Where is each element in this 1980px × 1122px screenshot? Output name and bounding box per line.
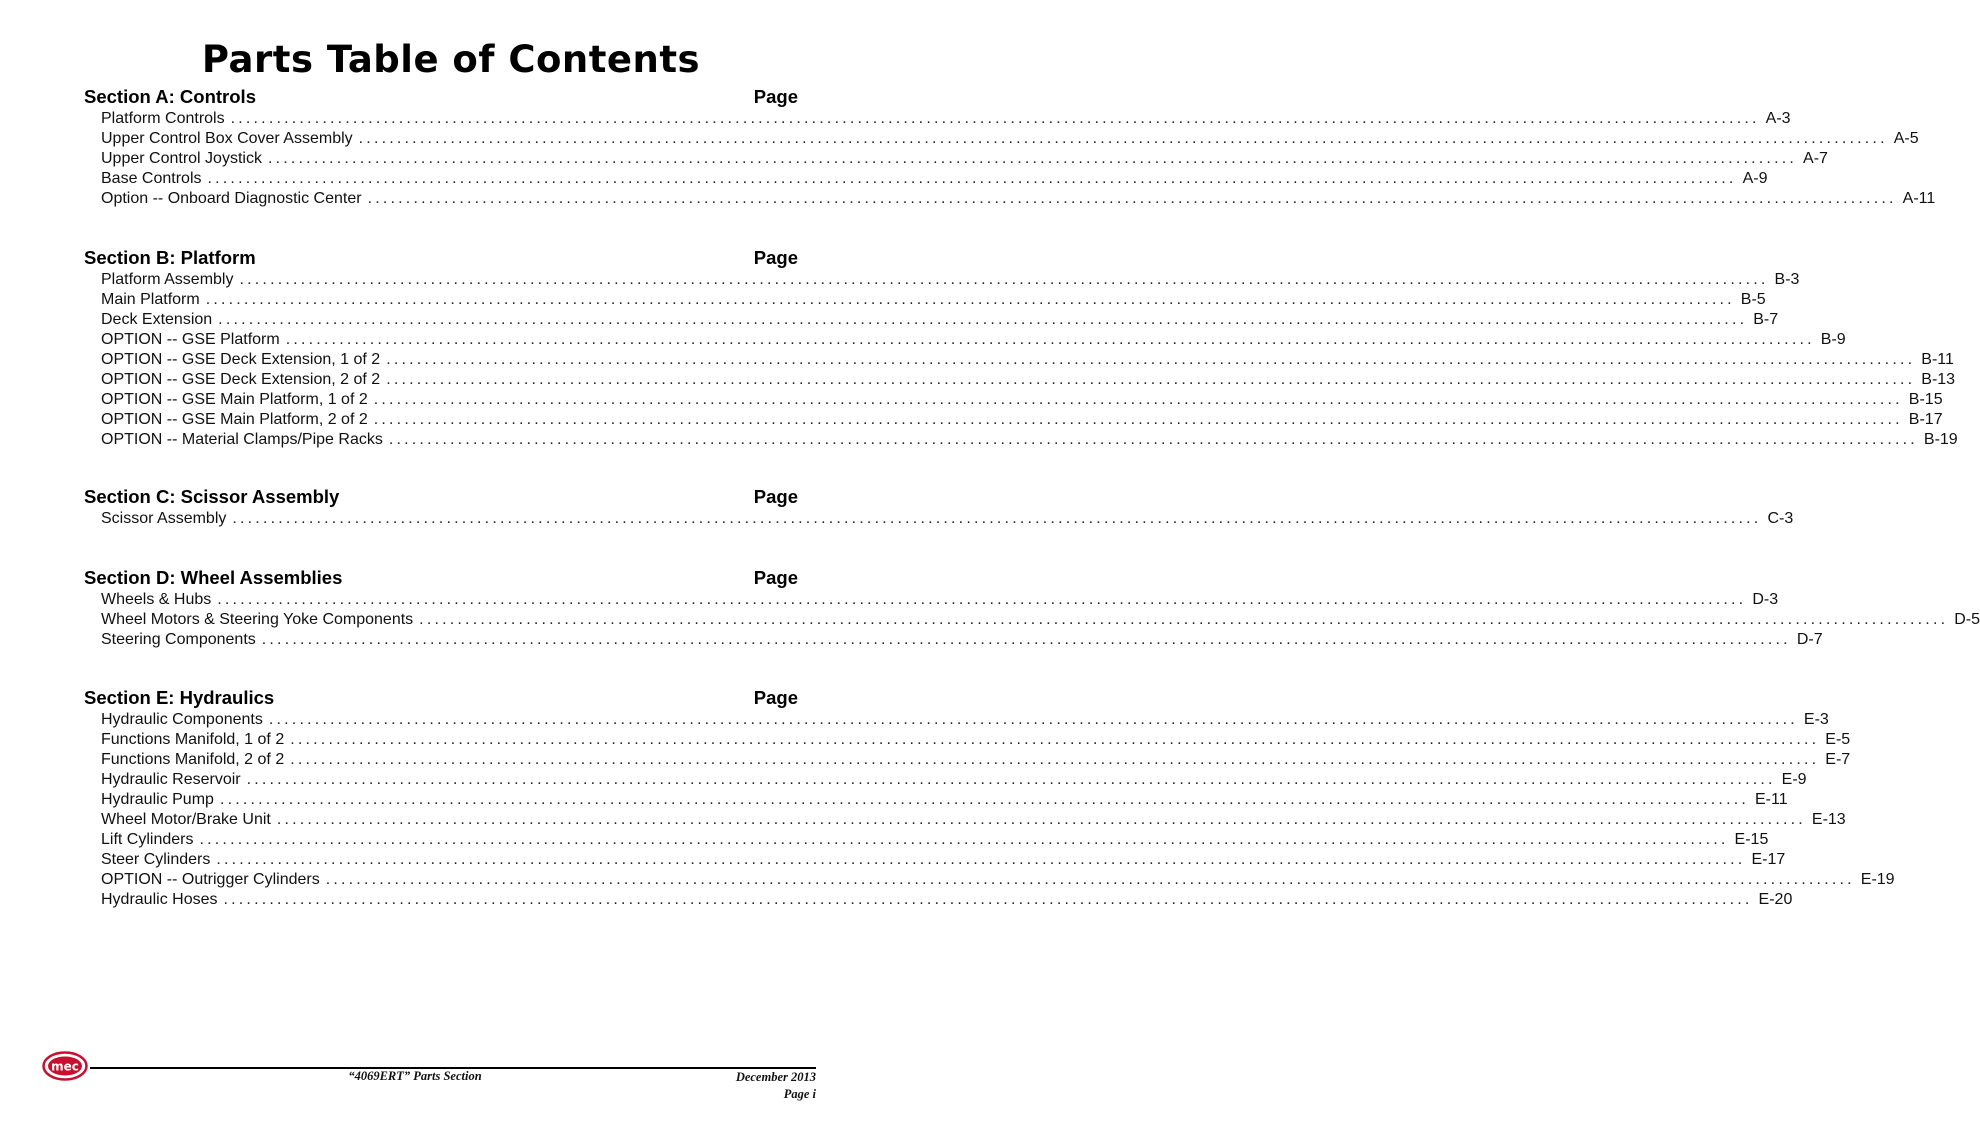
toc-entry[interactable] [84,510,1794,530]
dot-leader: ........................................................................................................................................................................................................ [207,170,1737,187]
toc-entry[interactable] [84,731,1851,751]
toc-entry-page: B-5 [1740,291,1766,308]
dot-leader: ........................................................................................................................................................................................................ [268,711,1798,728]
toc-entry-title: Wheel Motors & Steering Yoke Components [101,611,414,628]
page-column-label: Page [753,687,798,708]
toc-entry-page: E-3 [1803,711,1829,728]
toc-entry-title: OPTION -- GSE Main Platform, 1 of 2 [101,391,368,408]
dot-leader: ........................................................................................................................................................................................................ [230,110,1760,127]
toc-entry[interactable] [84,871,1895,891]
toc-entry[interactable] [84,351,1954,371]
toc-entry-title: OPTION -- GSE Main Platform, 2 of 2 [101,411,368,428]
toc-entry-title: Hydraulic Reservoir [101,771,241,788]
dot-leader: ........................................................................................................................................................................................................ [239,271,1769,288]
toc-entry-page: C-3 [1767,510,1794,527]
toc-entry-page: A-7 [1803,150,1828,167]
toc-entry[interactable] [84,271,1800,291]
toc-entry-list [84,591,1980,651]
footer-document-title: “4069ERT” Parts Section [348,1069,482,1083]
toc-entry-page: E-7 [1825,751,1851,768]
toc-entry-page: A-9 [1742,170,1768,187]
logo-text: mec [51,1059,79,1074]
dot-leader: ........................................................................................................................................................................................................ [285,331,1815,348]
dot-leader: ........................................................................................................................................................................................................ [223,891,1753,908]
toc-entry-title: Functions Manifold, 1 of 2 [101,731,285,748]
toc-section-e [84,687,1895,911]
dot-leader: ........................................................................................................................................................................................................ [261,631,1791,648]
dot-leader: ........................................................................................................................................................................................................ [217,591,1747,608]
toc-entry-page: B-13 [1921,371,1956,388]
toc-entry-page: E-13 [1811,811,1846,828]
dot-leader: ........................................................................................................................................................................................................ [199,831,1729,848]
toc-entry-list [84,510,1794,530]
section-title: Section E: Hydraulics [84,687,275,708]
toc-entry-title: OPTION -- Outrigger Cylinders [101,871,320,888]
mec-logo [42,1051,88,1081]
toc-entry[interactable] [84,831,1769,851]
dot-leader: ........................................................................................................................................................................................................ [216,851,1746,868]
toc-entry-page: E-9 [1781,771,1807,788]
page-column-label: Page [753,247,798,268]
toc-entry-title: Wheels & Hubs [101,591,212,608]
toc-entry-page: B-15 [1908,391,1943,408]
dot-leader: ........................................................................................................................................................................................................ [246,771,1776,788]
toc-entry[interactable] [84,291,1766,311]
toc-entry-page: D-3 [1752,591,1779,608]
toc-entry-title: Scissor Assembly [101,510,227,527]
dot-leader: ........................................................................................................................................................................................................ [290,751,1820,768]
toc-entry[interactable] [84,170,1768,190]
toc-section-d [84,567,1980,651]
footer-meta [736,1069,816,1103]
toc-entry-title: OPTION -- GSE Deck Extension, 1 of 2 [101,351,381,368]
toc-entry-title: OPTION -- GSE Deck Extension, 2 of 2 [101,371,381,388]
toc-entry-title: Main Platform [101,291,200,308]
toc-entry[interactable] [84,150,1828,170]
toc-entry[interactable] [84,791,1788,811]
dot-leader: ........................................................................................................................................................................................................ [367,190,1897,207]
dot-leader: ........................................................................................................................................................................................................ [267,150,1798,167]
toc-entry-title: Lift Cylinders [101,831,194,848]
toc-entry-list [84,110,1936,210]
toc-entry[interactable] [84,311,1779,331]
toc-entry-title: Steering Components [101,631,256,648]
toc-entry-title: Platform Controls [101,110,225,127]
toc-entry-page: D-7 [1796,631,1823,648]
toc-entry[interactable] [84,411,1943,431]
section-heading [84,247,798,271]
toc-entry[interactable] [84,591,1779,611]
section-title: Section B: Platform [84,247,256,268]
page-column-label: Page [753,86,798,107]
footer-date: December 2013 [735,1070,816,1084]
toc-entry[interactable] [84,751,1851,771]
toc-entry-title: Base Controls [101,170,202,187]
page-title: Parts Table of Contents [201,38,701,81]
toc-entry-page: B-19 [1923,431,1958,448]
dot-leader: ........................................................................................................................................................................................................ [358,130,1888,147]
toc-entry[interactable] [84,110,1791,130]
toc-entry-page: E-15 [1734,831,1769,848]
toc-entry-title: OPTION -- Material Clamps/Pipe Racks [101,431,383,448]
toc-entry-page: B-3 [1774,271,1800,288]
toc-entry-page: A-5 [1893,130,1919,147]
toc-entry-list [84,271,1958,451]
toc-entry-title: Option -- Onboard Diagnostic Center [101,190,362,207]
toc-entry-title: Functions Manifold, 2 of 2 [101,751,285,768]
page-column-label: Page [753,486,798,507]
dot-leader: ........................................................................................................................................................................................................ [373,411,1903,428]
toc-entry[interactable] [84,331,1846,351]
toc-entry-page: B-9 [1820,331,1846,348]
toc-entry-page: A-11 [1902,190,1936,207]
toc-entry-title: Hydraulic Components [101,711,263,728]
toc-entry-page: E-20 [1758,891,1793,908]
toc-entry[interactable] [84,811,1846,831]
section-heading [84,687,798,711]
toc-entry[interactable] [84,771,1807,791]
toc-entry[interactable] [84,190,1936,210]
section-heading [84,86,798,110]
page-column-label: Page [753,567,798,588]
footer-page-number: Page i [783,1087,816,1101]
dot-leader: ........................................................................................................................................................................................................ [388,431,1918,448]
toc-entry-title: Upper Control Joystick [101,150,262,167]
toc-entry-page: A-3 [1765,110,1791,127]
section-heading [84,486,798,510]
toc-entry-title: Deck Extension [101,311,213,328]
dot-leader: ........................................................................................................................................................................................................ [276,811,1806,828]
toc-entry-title: Steer Cylinders [101,851,211,868]
toc-entry[interactable] [84,371,1956,391]
toc-entry-page: B-11 [1921,351,1954,368]
section-title: Section D: Wheel Assemblies [84,567,343,588]
toc-entry-page: E-19 [1860,871,1895,888]
section-title: Section A: Controls [84,86,256,107]
dot-leader: ........................................................................................................................................................................................................ [386,351,1916,368]
dot-leader: ........................................................................................................................................................................................................ [373,391,1903,408]
toc-entry-title: Hydraulic Pump [101,791,214,808]
toc-entry-title: Upper Control Box Cover Assembly [101,130,353,147]
dot-leader: ........................................................................................................................................................................................................ [290,731,1820,748]
toc-entry[interactable] [84,851,1786,871]
toc-entry[interactable] [84,891,1793,911]
dot-leader: ........................................................................................................................................................................................................ [419,611,1949,628]
toc-entry[interactable] [84,611,1980,631]
toc-entry[interactable] [84,631,1823,651]
toc-entry-page: D-5 [1954,611,1980,628]
toc-entry-title: OPTION -- GSE Platform [101,331,280,348]
toc-entry-title: Platform Assembly [101,271,234,288]
dot-leader: ........................................................................................................................................................................................................ [232,510,1762,527]
section-heading [84,567,798,591]
dot-leader: ........................................................................................................................................................................................................ [386,371,1916,388]
toc-entry-list [84,711,1895,911]
toc-entry[interactable] [84,711,1829,731]
toc-section-c [84,486,1794,530]
toc-section-b [84,247,1958,451]
toc-entry-page: B-17 [1908,411,1943,428]
dot-leader: ........................................................................................................................................................................................................ [218,311,1748,328]
dot-leader: ........................................................................................................................................................................................................ [205,291,1735,308]
dot-leader: ........................................................................................................................................................................................................ [325,871,1855,888]
toc-entry-title: Wheel Motor/Brake Unit [101,811,271,828]
toc-entry-page: E-5 [1825,731,1851,748]
toc-entry-page: E-17 [1751,851,1786,868]
section-title: Section C: Scissor Assembly [84,486,340,507]
toc-entry-page: E-11 [1755,791,1788,808]
toc-section-a [84,86,1936,210]
toc-entry-page: B-7 [1753,311,1779,328]
toc-entry-title: Hydraulic Hoses [101,891,218,908]
toc-entry[interactable] [84,391,1943,411]
toc-entry[interactable] [84,431,1958,451]
toc-entry[interactable] [84,130,1919,150]
dot-leader: ........................................................................................................................................................................................................ [219,791,1749,808]
